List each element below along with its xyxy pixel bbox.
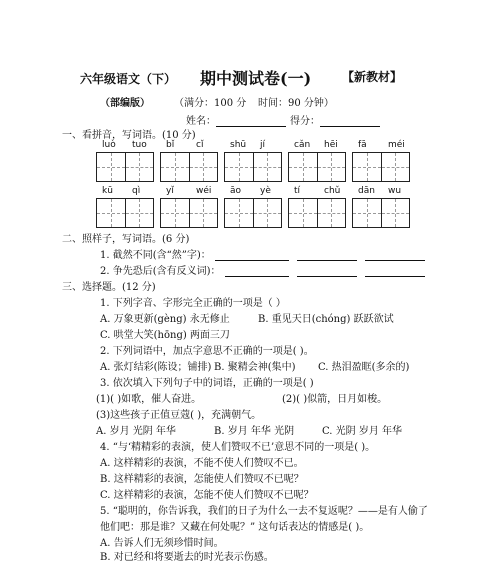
s2-answer-2a[interactable] [225, 266, 289, 277]
time-limit: 时间：90 分钟） [258, 98, 334, 109]
writing-cell[interactable] [382, 153, 410, 181]
q5-stem-line-2: 他们吧：那是谁？又藏在何处呢？” 这句话表达的情感是( )。 [100, 522, 370, 533]
writing-grid[interactable] [288, 152, 346, 182]
s2-answer-1b[interactable] [297, 250, 357, 261]
q2-option-b: B. 聚精会神(集中) [214, 362, 296, 373]
q5-stem-line-1: 5. “聪明的，你告诉我，我们的日子为什么一去不复返呢？——是有人偷了 [100, 506, 428, 517]
pinyin-syllable: qì [132, 186, 141, 196]
full-score: （满分：100 分 [174, 98, 247, 109]
writing-grid[interactable] [96, 152, 154, 182]
pinyin-syllable: méi [388, 140, 405, 150]
grade-label: 六年级语文（下） [80, 72, 177, 86]
q1-stem: 1. 下列字音、字形完全正确的一项是（ ） [100, 298, 286, 309]
q2-stem: 2. 下列词语中，加点字意思不正确的一项是( )。 [100, 346, 314, 357]
writing-cell[interactable] [190, 199, 218, 227]
writing-cell[interactable] [161, 153, 190, 181]
pinyin-syllable: dān [358, 186, 375, 196]
q3-stem: 3. 依次填入下列句子中的词语，正确的一项是( ) [100, 378, 314, 389]
s2-item-2: 2. 争先恐后(含有反义词)： [100, 262, 425, 277]
pinyin-syllable: cǎn [294, 140, 311, 150]
q3-blank-1: (1)( )如歌，催人奋进。 [96, 394, 202, 405]
writing-grid[interactable] [352, 198, 410, 228]
writing-cell[interactable] [353, 153, 382, 181]
writing-grid[interactable] [224, 152, 282, 182]
writing-cell[interactable] [289, 153, 318, 181]
writing-grid[interactable] [288, 198, 346, 228]
pinyin-syllable: luò [102, 140, 116, 150]
pinyin-syllable: wéi [196, 186, 212, 196]
s2-answer-2b[interactable] [297, 266, 357, 277]
name-field[interactable]: 姓名： [186, 112, 286, 127]
writing-cell[interactable] [225, 199, 254, 227]
s2-answer-2c[interactable] [365, 266, 425, 277]
score-line [320, 116, 380, 127]
writing-cell[interactable] [225, 153, 254, 181]
writing-grid[interactable] [160, 198, 218, 228]
writing-cell[interactable] [382, 199, 410, 227]
pinyin-syllable: wu [388, 186, 402, 196]
pinyin-syllable: cǐ [196, 140, 204, 150]
q3-option-b: B. 岁月 年华 光阴 [214, 426, 295, 437]
pinyin-syllable: yǐ [166, 186, 174, 196]
pinyin-syllable: tí [294, 186, 301, 196]
q3-option-c: C. 光阴 岁月 年华 [322, 426, 403, 437]
pinyin-syllable: bǐ [166, 140, 175, 150]
pinyin-syllable: tuo [132, 140, 147, 150]
writing-cell[interactable] [97, 153, 126, 181]
q4-stem: 4. “与‘精精彩的表演，使人们赞叹不已’意思不同的一项是( )。 [100, 442, 376, 453]
writing-cell[interactable] [254, 199, 282, 227]
writing-grid[interactable] [352, 152, 410, 182]
q4-option-c: C. 这样精彩的表演，怎能不使人们赞叹不已呢？ [100, 490, 314, 501]
q4-option-a: A. 这样精彩的表演，不能不使人们赞叹不已。 [100, 458, 304, 469]
q2-option-c: C. 热泪盈眶(多余的) [318, 362, 410, 373]
pinyin-syllable: hēi [324, 140, 338, 150]
name-line [216, 116, 286, 127]
pinyin-syllable: shū [230, 140, 247, 150]
pinyin-syllable: kū [102, 186, 113, 196]
exam-title: 期中测试卷(一) [200, 69, 312, 88]
writing-grid[interactable] [224, 198, 282, 228]
pinyin-syllable: yè [260, 186, 271, 196]
writing-cell[interactable] [318, 153, 346, 181]
pinyin-syllable: chǔ [324, 186, 341, 196]
writing-cell[interactable] [190, 153, 218, 181]
writing-grid[interactable] [160, 152, 218, 182]
writing-cell[interactable] [353, 199, 382, 227]
section-1-heading: 一、看拼音，写词语。(10 分) [62, 130, 196, 141]
score-field[interactable]: 得分： [290, 112, 380, 127]
pinyin-syllable: āo [230, 186, 242, 196]
writing-cell[interactable] [318, 199, 346, 227]
section-2-heading: 二、照样子，写词语。(6 分) [62, 234, 190, 245]
q2-option-a: A. 张灯结彩(陈设；铺排) [100, 362, 212, 373]
q1-option-a: A. 万象更新(gèng) 永无修止 [100, 314, 230, 325]
s2-answer-1a[interactable] [215, 250, 289, 261]
writing-cell[interactable] [126, 153, 154, 181]
q4-option-b: B. 这样精彩的表演，怎能使人们赞叹不已呢？ [100, 474, 304, 485]
writing-cell[interactable] [126, 199, 154, 227]
edition-label: （部编版） [100, 98, 150, 109]
pinyin-syllable: jí [260, 140, 266, 150]
writing-cell[interactable] [289, 199, 318, 227]
q1-option-c: C. 哄堂大笑(hōng) 两面三刀 [100, 330, 230, 341]
writing-cell[interactable] [254, 153, 282, 181]
s2-answer-1c[interactable] [365, 250, 425, 261]
q3-blank-3: (3)这些孩子正值豆蔻( )，充满朝气。 [96, 410, 262, 421]
pinyin-syllable: fā [358, 140, 367, 150]
new-textbook-tag: 【新教材】 [342, 70, 403, 84]
section-3-heading: 三、选择题。(12 分) [62, 282, 156, 293]
s2-item-1: 1. 截然不同(含“然”字)： [100, 246, 425, 261]
q3-option-a: A. 岁月 光阴 年华 [96, 426, 176, 437]
q5-option-a: A. 告诉人们无须珍惜时间。 [100, 538, 224, 549]
q1-option-b: B. 重见天日(chóng) 跃跃欲试 [258, 314, 394, 325]
q5-option-b: B. 对已经和将要逝去的时光表示伤感。 [100, 552, 274, 563]
writing-cell[interactable] [97, 199, 126, 227]
writing-cell[interactable] [161, 199, 190, 227]
q3-blank-2: (2)( )似箭，日月如梭。 [282, 394, 388, 405]
writing-grid[interactable] [96, 198, 154, 228]
